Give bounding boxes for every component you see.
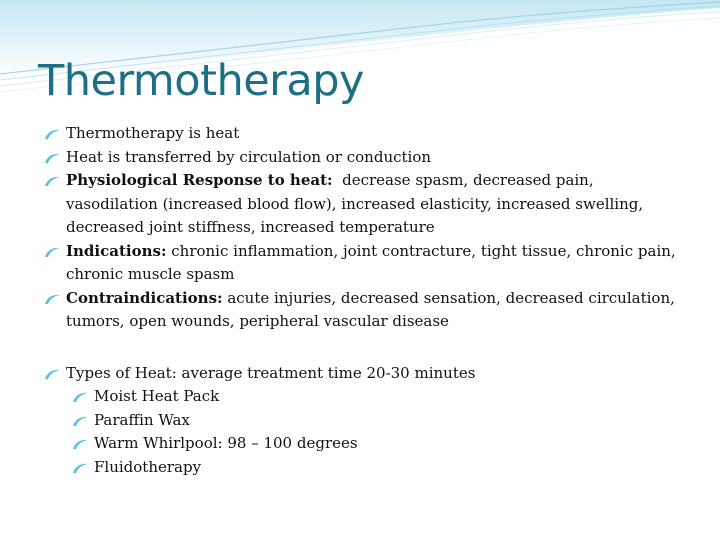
swoosh-bullet-icon: [44, 128, 61, 140]
sub-bullet-item: [72, 409, 684, 433]
bullet-text: chronic inflammation, joint contracture, tight tissue, chronic pain, chronic muscle spasm: [66, 241, 681, 283]
bullet-lead: Indications:: [66, 241, 167, 260]
swoosh-bullet-icon: [72, 391, 89, 403]
sub-bullet-item: [72, 456, 684, 480]
bullet-text: decrease spasm, decreased pain, vasodilation (increased blood flow), increased elasticity, increased swelling, decreased joint stiffness, increased temperature: [66, 171, 648, 236]
bullet-text: Heat is transferred by circulation or conduction: [66, 147, 432, 166]
bullet-item: [44, 287, 684, 334]
swoosh-bullet-icon: [72, 438, 89, 450]
bullet-item: [44, 362, 684, 386]
sub-bullet-item: [72, 385, 684, 409]
bullet-item: [44, 169, 684, 240]
bullet-text: Thermotherapy is heat: [66, 124, 240, 142]
swoosh-bullet-icon: [44, 175, 61, 187]
bullet-lead: Contraindications:: [66, 288, 223, 307]
bullet-item: [44, 122, 684, 146]
sub-bullet-text: Paraffin Wax: [94, 410, 190, 429]
bullet-text: Types of Heat: average treatment time 20-30 minutes: [66, 363, 476, 382]
swoosh-bullet-icon: [44, 368, 61, 380]
swoosh-bullet-icon: [72, 415, 89, 427]
swoosh-bullet-icon: [44, 152, 61, 164]
bullet-text: acute injuries, decreased sensation, decreased circulation, tumors, open wounds, peripheral vascular disease: [66, 288, 680, 330]
sub-bullet-text: Fluidotherapy: [94, 457, 202, 476]
bullet-item: [44, 240, 684, 287]
swoosh-bullet-icon: [44, 246, 61, 258]
bullet-lead: Physiological Response to heat:: [66, 171, 333, 189]
bullet-list: [44, 122, 684, 479]
slide-title: Thermotherapy: [38, 56, 364, 106]
swoosh-bullet-icon: [44, 293, 61, 305]
sub-bullet-text: Warm Whirlpool: 98 – 100 degrees: [94, 434, 358, 452]
sub-bullet-item: [72, 432, 684, 456]
sub-bullet-text: Moist Heat Pack: [94, 387, 220, 405]
bullet-item: [44, 146, 684, 170]
swoosh-bullet-icon: [72, 462, 89, 474]
